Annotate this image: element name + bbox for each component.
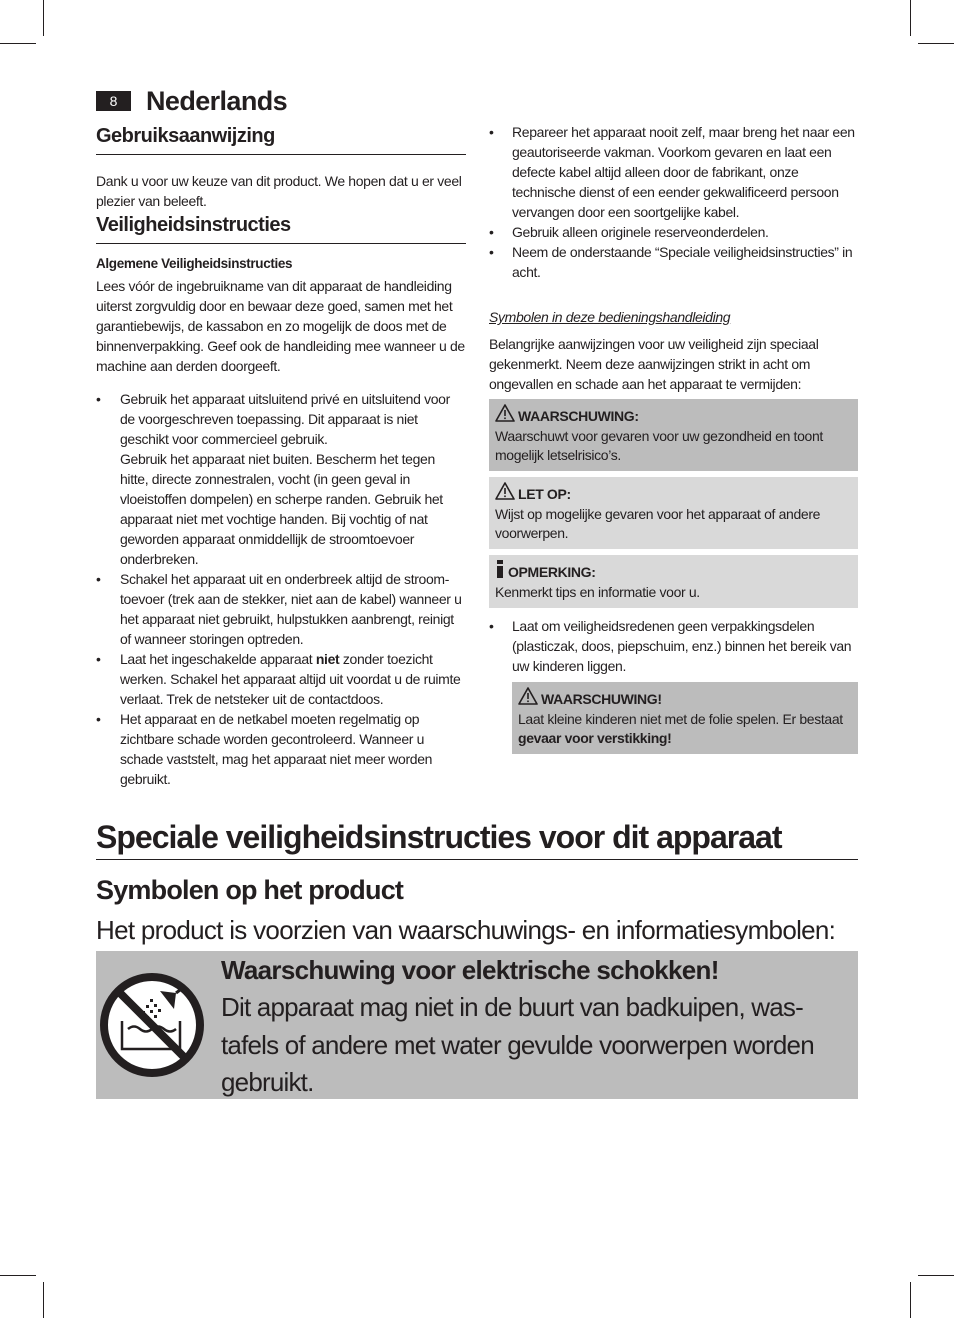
callout-text: Kenmerkt tips en informatie voor u.	[495, 584, 700, 600]
crop-mark	[43, 1282, 44, 1318]
no-water-shower-icon	[98, 971, 206, 1079]
warning-triangle-icon	[495, 482, 515, 505]
crop-mark	[910, 1282, 911, 1318]
caution-callout	[489, 477, 858, 549]
callout-header	[495, 404, 852, 427]
symbols-manual-heading: Symbolen in deze bedieningshandleiding	[489, 309, 731, 325]
note-callout	[489, 555, 858, 608]
crop-mark	[918, 43, 954, 44]
list-item	[489, 616, 858, 676]
bullet: •	[96, 711, 101, 727]
right-column	[489, 122, 858, 754]
list-item-text: Gebruik het apparaat niet buiten. Bescherm het tegen hitte, directe zonnestralen, vocht (in geen geval in vloeistoffen dompelen) en scherpe randen. Gebruik het apparaat niet met vochtige handen. Bij vochtig of nat geworden apparaat onmiddellijk de stroomtoevoer onderbreken.	[120, 451, 443, 567]
safety-list-continued	[489, 122, 858, 282]
language-title: Nederlands	[146, 86, 288, 116]
crop-mark	[0, 43, 36, 44]
list-item-text: Het apparaat en de netkabel moeten regelmatig op zichtbare schade worden gecontroleerd. Wanneer u schade vaststelt, mag het apparaat niet meer worden gebruikt.	[120, 711, 433, 787]
emphasis-text: gevaar voor verstikking!	[518, 730, 672, 746]
page-number: 8	[96, 91, 131, 111]
bullet: •	[96, 651, 101, 667]
callout-title: LET OP:	[518, 485, 571, 502]
intro-text: Dank u voor uw keuze van dit product. We hopen dat u er veel plezier van beleeft.	[96, 173, 462, 209]
callout-text: Wijst op mogelijke gevaren voor het apparaat of andere voorwerpen.	[495, 506, 821, 541]
suffocation-warning-callout	[512, 682, 858, 754]
list-item	[489, 242, 858, 282]
symbols-intro-text: Belangrijke aanwijzingen voor uw veiligheid zijn speciaal gekenmerkt. Neem deze aanwijzingen strikt in acht om ongevallen en schade aan het apparaat te vermijden:	[489, 336, 819, 392]
general-safety-subheading: Algemene Veiligheidsinstructies	[96, 256, 293, 271]
list-item	[96, 649, 466, 709]
list-item-text: Neem de onderstaande “Speciale veiligheidsinstructies” in acht.	[512, 244, 853, 280]
crop-mark	[43, 0, 44, 36]
shock-warning-title: Waarschuwing voor elektrische schokken!	[221, 955, 719, 985]
callout-text	[518, 710, 852, 748]
general-safety-text: Lees vóór de ingebruikname van dit apparaat de handleiding uiterst zorgvuldig door en bewaar deze goed, samen met het garantiebewijs, de kassabon en zo mogelijk de doos met de binnenverpakking. Geef ook de handleiding mee wanneer u de machine aan derden doorgeeft.	[96, 278, 465, 374]
special-safety-title: Speciale veiligheidsinstructies voor dit apparaat	[96, 815, 858, 860]
warning-callout	[489, 399, 858, 471]
shock-warning-body: Dit apparaat mag niet in de buurt van badkuipen, was-tafels of andere met water gevulde voorwerpen worden gebruikt.	[221, 992, 814, 1097]
callout-title: OPMERKING:	[508, 563, 596, 580]
usage-heading: Gebruiksaanwijzing	[96, 122, 466, 155]
packaging-list	[489, 616, 858, 676]
bullet: •	[489, 124, 494, 140]
callout-title: WAARSCHUWING:	[518, 407, 639, 424]
product-symbols-lead: Het product is voorzien van waarschuwings- en informatiesymbolen:	[96, 915, 836, 945]
list-item	[96, 709, 466, 789]
list-item-text: Laat om veiligheidsredenen geen verpakkingsdelen (plasticzak, doos, piepschuim, enz.) binnen het bereik van uw kinderen liggen.	[512, 618, 852, 674]
bullet: •	[489, 224, 494, 240]
shock-warning-text	[221, 951, 858, 1102]
list-item-text: Gebruik het apparaat uitsluitend privé en uitsluitend voor de voorgeschreven toepassing. Dit apparaat is niet geschikt voor commercieel gebruik.	[120, 391, 450, 447]
product-symbols-title: Symbolen op het product	[96, 875, 404, 905]
list-item-text: Laat het ingeschakelde apparaat	[120, 651, 316, 667]
callout-header	[495, 560, 852, 583]
list-item-text: Schakel het apparaat uit en onderbreek altijd de stroom-toevoer (trek aan de stekker, niet aan de kabel) wanneer u het apparaat niet gebruikt, hulpstukken aanbrengt, reinigt of wanneer storingen optreden.	[120, 571, 462, 647]
callout-title: WAARSCHUWING!	[541, 690, 662, 707]
list-item	[96, 569, 466, 649]
list-item-text: Repareer het apparaat nooit zelf, maar breng het naar een geautoriseerde vakman. Voorkom gevaren en laat een defecte kabel altijd alleen door de fabrikant, onze technische dienst of een eender gekwalificeerd persoon vervangen door een soortgelijke kabel.	[512, 124, 855, 220]
electric-shock-warning	[96, 951, 858, 1099]
info-icon	[495, 560, 505, 583]
bullet: •	[96, 571, 101, 587]
safety-list	[96, 389, 466, 789]
crop-mark	[910, 0, 911, 36]
list-item	[96, 389, 466, 569]
bullet: •	[96, 391, 101, 407]
emphasis-text: niet	[315, 651, 340, 667]
warning-triangle-icon	[495, 404, 515, 427]
crop-mark	[0, 1275, 36, 1276]
callout-header	[518, 687, 852, 710]
crop-mark	[918, 1275, 954, 1276]
left-column	[96, 122, 466, 789]
callout-text: Waarschuwt voor gevaren voor uw gezondheid en toont mogelijk letselrisico’s.	[495, 428, 823, 463]
callout-header	[495, 482, 852, 505]
list-item	[489, 122, 858, 222]
callout-body-text: Laat kleine kinderen niet met de folie spelen. Er bestaat	[518, 711, 843, 727]
bullet: •	[489, 244, 494, 260]
safety-heading: Veiligheidsinstructies	[96, 211, 466, 244]
warning-triangle-icon	[518, 687, 538, 710]
list-item-text: Gebruik alleen originele reserveonderdelen.	[512, 224, 769, 240]
list-item-text: zonder toezicht werken. Schakel het apparaat altijd uit voordat u de ruimte verlaat. Trek de netsteker uit de contactdoos.	[120, 651, 461, 707]
bullet: •	[489, 618, 494, 634]
list-item	[489, 222, 858, 242]
